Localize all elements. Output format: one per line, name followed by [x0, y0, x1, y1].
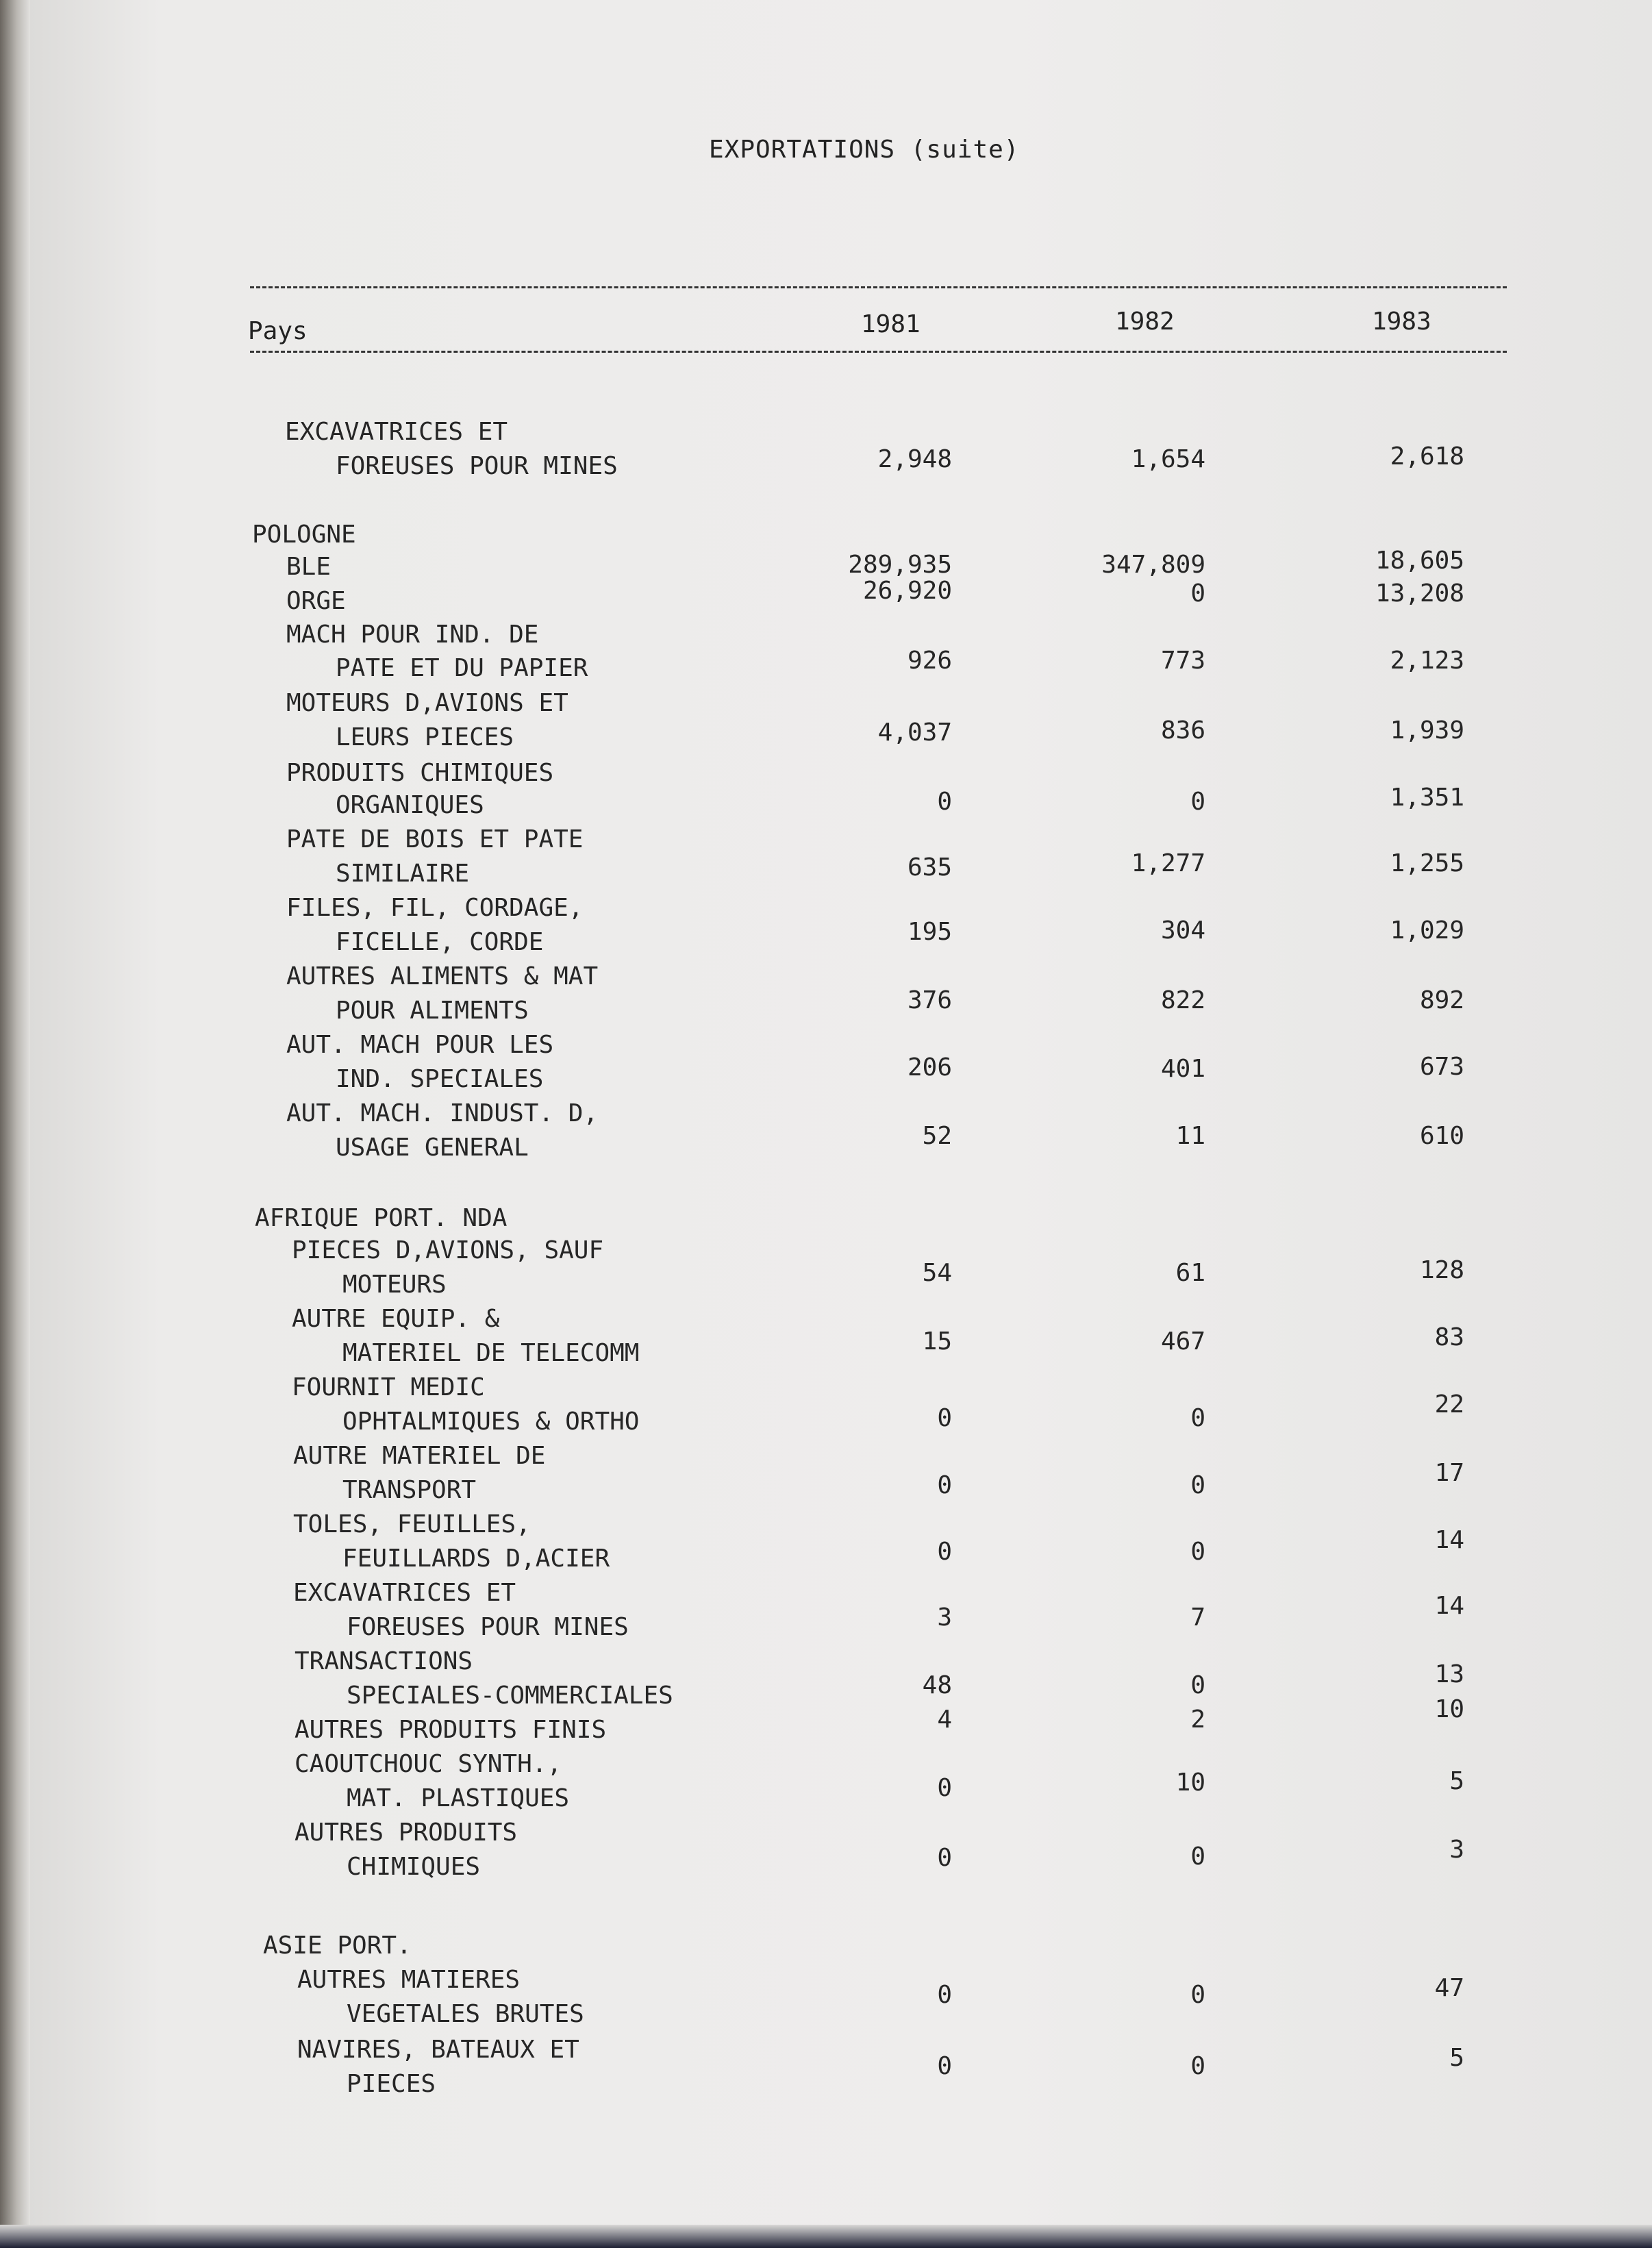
value-cell-1981: 15 [922, 1327, 952, 1356]
column-header-1983: 1983 [1372, 308, 1431, 336]
value-cell-1982: 0 [1190, 1671, 1205, 1699]
value-cell-1983: 14 [1434, 1526, 1464, 1554]
value-cell-1983: 1,939 [1390, 716, 1464, 745]
page-bottom-edge [0, 2225, 1652, 2248]
value-cell-1982: 7 [1190, 1603, 1205, 1632]
row-label-continued: OPHTALMIQUES & ORTHO [342, 1408, 640, 1436]
row-label: PRODUITS CHIMIQUES [286, 759, 554, 787]
value-cell-1982: 2 [1190, 1706, 1205, 1734]
page-title: EXPORTATIONS (suite) [709, 136, 1020, 164]
row-label-continued: IND. SPECIALES [336, 1065, 544, 1093]
row-label-continued: FOREUSES POUR MINES [347, 1613, 629, 1641]
value-cell-1983: 5 [1449, 1767, 1464, 1795]
country-heading: AFRIQUE PORT. NDA [255, 1204, 508, 1232]
value-cell-1982: 836 [1160, 716, 1205, 745]
value-cell-1982: 0 [1190, 2052, 1205, 2080]
value-cell-1981: 4 [937, 1706, 952, 1734]
column-header-1981: 1981 [861, 310, 921, 338]
value-cell-1982: 467 [1160, 1327, 1205, 1356]
row-label: EXCAVATRICES ET [293, 1579, 516, 1607]
row-label-continued: USAGE GENERAL [336, 1134, 529, 1162]
row-label-continued: POUR ALIMENTS [336, 997, 529, 1025]
row-label-continued: PATE ET DU PAPIER [336, 654, 588, 682]
header-rule-bottom [250, 351, 1507, 353]
value-cell-1981: 2,948 [877, 445, 952, 473]
value-cell-1981: 0 [937, 1774, 952, 1802]
value-cell-1983: 673 [1419, 1053, 1464, 1081]
value-cell-1982: 1,277 [1131, 849, 1205, 877]
value-cell-1982: 0 [1190, 579, 1205, 608]
value-cell-1982: 773 [1160, 647, 1205, 675]
value-cell-1983: 47 [1434, 1974, 1464, 2002]
country-heading: POLOGNE [252, 521, 356, 549]
value-cell-1982: 347,809 [1101, 551, 1205, 579]
value-cell-1981: 0 [937, 1404, 952, 1432]
value-cell-1981: 0 [937, 1471, 952, 1499]
row-label: AUTRES PRODUITS [295, 1819, 518, 1847]
value-cell-1981: 376 [907, 986, 952, 1014]
row-label-continued: MOTEURS [342, 1271, 447, 1299]
value-cell-1983: 3 [1449, 1836, 1464, 1864]
value-cell-1983: 1,029 [1390, 916, 1464, 945]
value-cell-1983: 2,123 [1390, 647, 1464, 675]
row-label-continued: TRANSPORT [342, 1476, 477, 1504]
value-cell-1981: 0 [937, 2052, 952, 2080]
value-cell-1981: 289,935 [848, 551, 952, 579]
value-cell-1982: 1,654 [1131, 445, 1205, 473]
column-header-1982: 1982 [1115, 308, 1175, 336]
value-cell-1982: 10 [1175, 1769, 1205, 1797]
value-cell-1983: 610 [1419, 1122, 1464, 1150]
row-label: NAVIRES, BATEAUX ET [297, 2036, 579, 2064]
value-cell-1983: 128 [1419, 1256, 1464, 1284]
value-cell-1982: 0 [1190, 1404, 1205, 1432]
value-cell-1982: 0 [1190, 1538, 1205, 1566]
row-label: TRANSACTIONS [295, 1647, 473, 1675]
row-label: CAOUTCHOUC SYNTH., [295, 1750, 562, 1778]
value-cell-1983: 5 [1449, 2044, 1464, 2072]
value-cell-1981: 0 [937, 1981, 952, 2009]
header-rule-top [250, 286, 1507, 288]
row-label: EXCAVATRICES ET [285, 418, 508, 446]
value-cell-1983: 892 [1419, 986, 1464, 1014]
row-label-continued: LEURS PIECES [336, 723, 514, 751]
value-cell-1981: 0 [937, 788, 952, 816]
value-cell-1981: 54 [922, 1259, 952, 1287]
row-label-continued: SIMILAIRE [336, 860, 470, 888]
row-label: MACH POUR IND. DE [286, 621, 539, 649]
row-label: BLE [286, 553, 331, 581]
row-label-continued: VEGETALES BRUTES [347, 2000, 584, 2028]
value-cell-1981: 195 [907, 918, 952, 946]
value-cell-1981: 206 [907, 1053, 952, 1082]
value-cell-1983: 22 [1434, 1390, 1464, 1419]
row-label-continued: SPECIALES-COMMERCIALES [347, 1682, 673, 1710]
value-cell-1983: 17 [1434, 1459, 1464, 1487]
value-cell-1982: 0 [1190, 788, 1205, 816]
value-cell-1982: 0 [1190, 1843, 1205, 1871]
value-cell-1981: 48 [922, 1671, 952, 1699]
row-label-continued: ORGANIQUES [336, 791, 484, 819]
book-spine-shadow [0, 0, 30, 2248]
value-cell-1983: 2,618 [1390, 442, 1464, 471]
row-label-continued: FOREUSES POUR MINES [336, 452, 618, 480]
column-header-country: Pays [248, 317, 308, 345]
value-cell-1982: 304 [1160, 916, 1205, 945]
country-heading: ASIE PORT. [263, 1932, 412, 1960]
value-cell-1983: 1,255 [1390, 849, 1464, 877]
value-cell-1982: 822 [1160, 986, 1205, 1014]
row-label: FOURNIT MEDIC [292, 1373, 485, 1401]
value-cell-1983: 83 [1434, 1323, 1464, 1351]
value-cell-1981: 926 [907, 647, 952, 675]
row-label: ORGE [286, 587, 346, 615]
value-cell-1982: 11 [1175, 1122, 1205, 1150]
value-cell-1981: 52 [922, 1122, 952, 1150]
row-label: MOTEURS D,AVIONS ET [286, 689, 568, 717]
value-cell-1983: 13 [1434, 1660, 1464, 1688]
value-cell-1981: 3 [937, 1603, 952, 1632]
value-cell-1983: 18,605 [1375, 547, 1464, 575]
value-cell-1982: 401 [1160, 1055, 1205, 1083]
row-label: AUTRES MATIERES [297, 1966, 521, 1994]
row-label: AUTRE EQUIP. & [292, 1305, 500, 1333]
row-label: AUTRES PRODUITS FINIS [295, 1716, 607, 1744]
row-label: PATE DE BOIS ET PATE [286, 825, 584, 853]
row-label-continued: CHIMIQUES [347, 1853, 481, 1881]
row-label: AUT. MACH POUR LES [286, 1031, 554, 1059]
row-label: TOLES, FEUILLES, [293, 1510, 531, 1538]
row-label: PIECES D,AVIONS, SAUF [292, 1236, 604, 1264]
value-cell-1981: 0 [937, 1844, 952, 1872]
row-label-continued: PIECES [347, 2070, 436, 2098]
value-cell-1981: 4,037 [877, 719, 952, 747]
value-cell-1981: 0 [937, 1538, 952, 1566]
value-cell-1983: 10 [1434, 1695, 1464, 1723]
row-label: FILES, FIL, CORDAGE, [286, 894, 584, 922]
row-label-continued: MATERIEL DE TELECOMM [342, 1339, 640, 1367]
row-label-continued: MAT. PLASTIQUES [347, 1784, 570, 1812]
value-cell-1982: 0 [1190, 1981, 1205, 2009]
row-label: AUT. MACH. INDUST. D, [286, 1099, 599, 1127]
value-cell-1982: 61 [1175, 1259, 1205, 1287]
value-cell-1983: 14 [1434, 1592, 1464, 1620]
value-cell-1981: 635 [907, 853, 952, 882]
row-label: AUTRE MATERIEL DE [293, 1442, 546, 1470]
value-cell-1983: 13,208 [1375, 579, 1464, 608]
value-cell-1983: 1,351 [1390, 784, 1464, 812]
row-label-continued: FEUILLARDS D,ACIER [342, 1545, 610, 1573]
value-cell-1981: 26,920 [862, 577, 952, 605]
row-label-continued: FICELLE, CORDE [336, 928, 544, 956]
row-label: AUTRES ALIMENTS & MAT [286, 962, 599, 990]
value-cell-1982: 0 [1190, 1471, 1205, 1499]
